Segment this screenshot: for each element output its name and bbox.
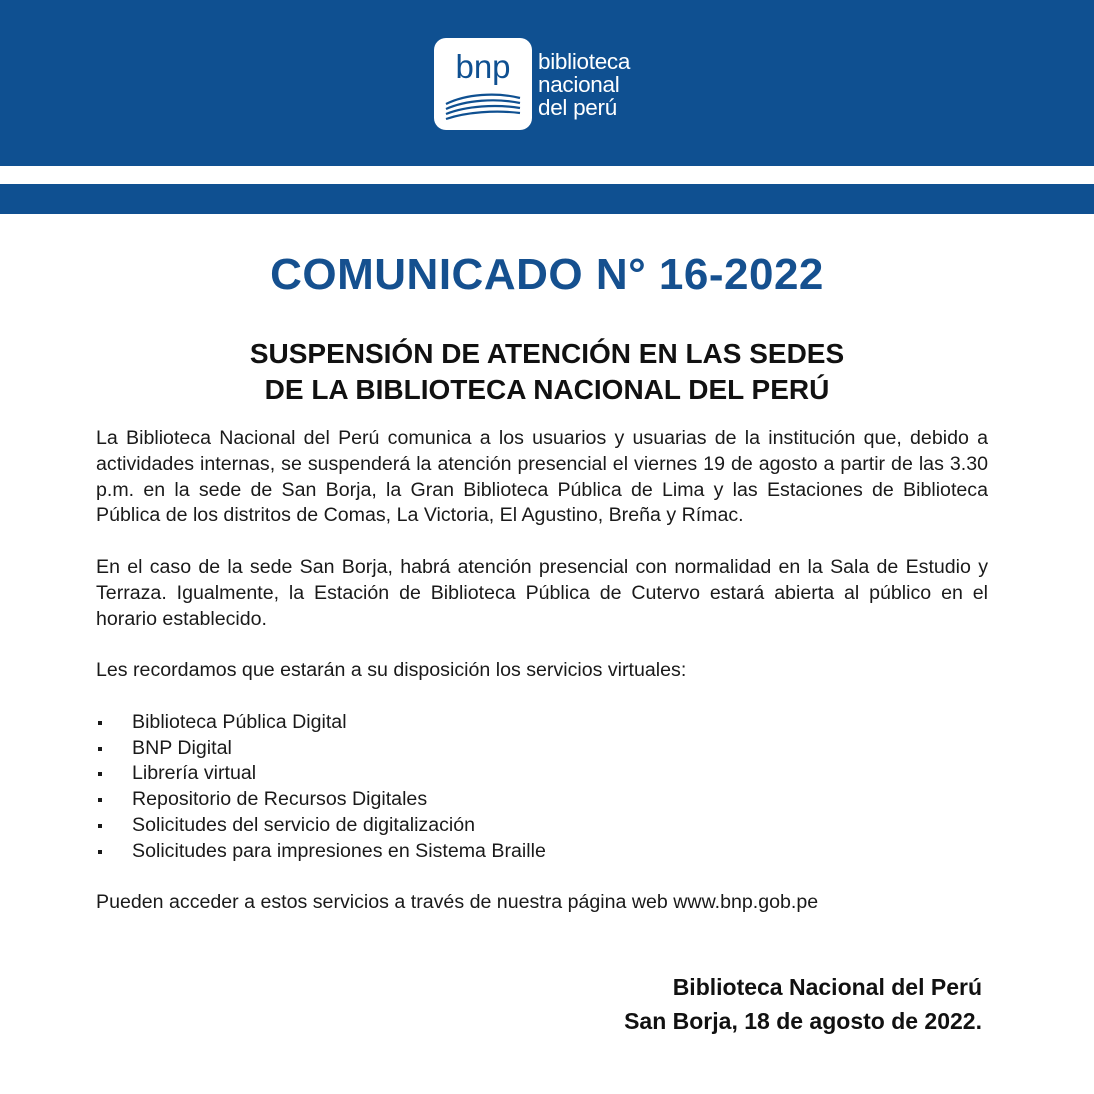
paragraph-website: Pueden acceder a estos servicios a través de nuestra página web www.bnp.gob.pe [96, 891, 819, 914]
paragraph-suspension: La Biblioteca Nacional del Perú comunica a los usuarios y usuarias de la institución que, debido a actividades internas, se suspenderá la atención presencial el viernes 19 de agosto a partir de las 3.30 p.m. en la sede de San Borja, la Gran Biblioteca Pública de Lima y las Estaciones de Biblioteca Pública de los distritos de Comas, La Victoria, El Agustino, Breña y Rímac. [96, 427, 988, 527]
list-item: Solicitudes para impresiones en Sistema Braille [96, 839, 988, 865]
signature-date: San Borja, 18 de agosto de 2022. [624, 1008, 982, 1034]
logo-word: del perú [538, 94, 617, 120]
list-item: Solicitudes del servicio de digitalización [96, 813, 988, 839]
header-stripe [0, 184, 1094, 214]
announcement-body [96, 426, 988, 916]
logo-badge [434, 38, 532, 130]
list-item: BNP Digital [96, 736, 988, 762]
bnp-logo [434, 38, 630, 130]
paragraph-gap [96, 632, 988, 658]
logo-abbreviation: bnp [455, 48, 511, 85]
paragraph-services-intro: Les recordamos que estarán a su disposición los servicios virtuales: [96, 659, 687, 682]
services-list [96, 710, 988, 865]
signature-block [624, 970, 982, 1038]
list-item: Repositorio de Recursos Digitales [96, 787, 988, 813]
paragraph-gap [96, 529, 988, 555]
subtitle-line: DE LA BIBLIOTECA NACIONAL DEL PERÚ [264, 374, 830, 405]
list-item: Biblioteca Pública Digital [96, 710, 988, 736]
logo-word: nacional [538, 71, 620, 97]
paragraph-gap [96, 865, 988, 891]
list-item: Librería virtual [96, 761, 988, 787]
announcement-title: COMUNICADO N° 16-2022 [270, 250, 824, 299]
book-waves-icon [444, 92, 522, 124]
announcement-subtitle [0, 336, 1094, 408]
logo-word: biblioteca [538, 48, 631, 74]
paragraph-gap [96, 684, 988, 710]
subtitle-line: SUSPENSIÓN DE ATENCIÓN EN LAS SEDES [249, 338, 845, 369]
signature-institution: Biblioteca Nacional del Perú [672, 974, 982, 1000]
paragraph-san-borja: En el caso de la sede San Borja, habrá atención presencial con normalidad en la Sala de Estudio y Terraza. Igualmente, la Estación de Biblioteca Pública de Cutervo estará abierta al público en el horario establecido. [96, 555, 988, 630]
logo-wordmark [538, 50, 630, 119]
